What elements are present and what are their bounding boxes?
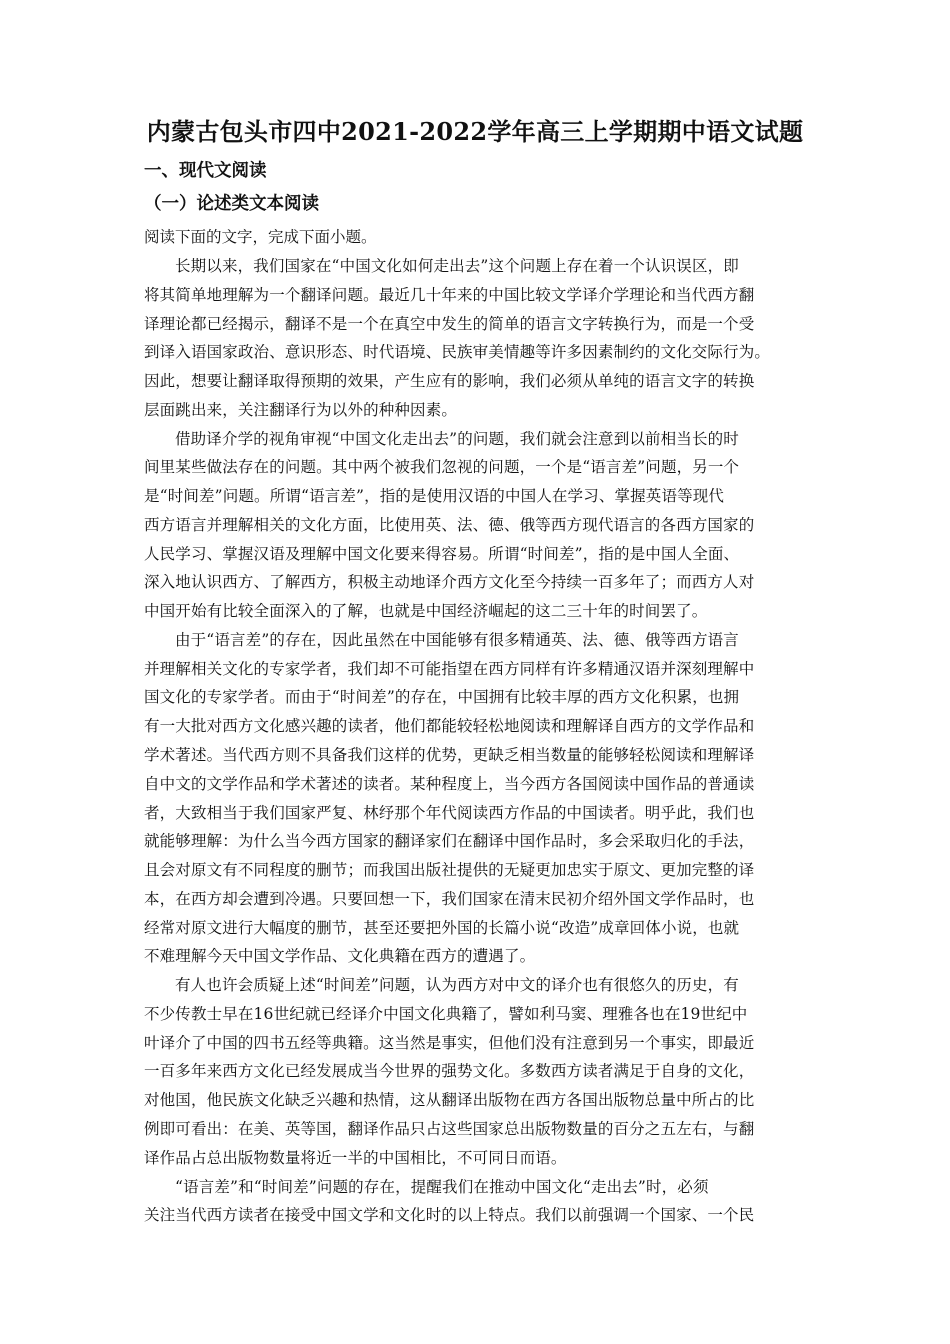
passage-line: 间里某些做法存在的问题。其中两个被我们忽视的问题，一个是“语言差”问题，另一个 [144,458,740,477]
passage-line: 者，大致相当于我们国家严复、林纾那个年代阅读西方作品的中国读者。明乎此，我们也 [144,803,755,822]
passage-line: 到译入语国家政治、意识形态、时代语境、民族审美情趣等许多因素制约的文化交际行为。 [144,343,771,362]
passage-line: 是“时间差”问题。所谓“语言差”，指的是使用汉语的中国人在学习、掌握英语等现代 [144,487,725,506]
passage-line: 译作品占总出版物数量将近一半的中国相比，不可同日而语。 [144,1148,567,1167]
passage-line: 自中文的文学作品和学术著述的读者。某种程度上，当今西方各国阅读中国作品的普通读 [144,774,755,793]
passage-line: 例即可看出：在美、英等国，翻译作品只占这些国家总出版物数量的百分之五左右，与翻 [144,1119,755,1138]
passage-line: 关注当代西方读者在接受中国文学和文化时的以上特点。我们以前强调一个国家、一个民 [144,1206,755,1225]
passage-line: 人民学习、掌握汉语及理解中国文化要来得容易。所谓“时间差”，指的是中国人全面、 [144,544,740,563]
passage-line: 西方语言并理解相关的文化方面，比使用英、法、德、俄等西方现代语言的各西方国家的 [144,515,755,534]
passage-line: 叶译介了中国的四书五经等典籍。这当然是事实，但他们没有注意到另一个事实，即最近 [144,1033,755,1052]
passage-line: 长期以来，我们国家在“中国文化如何走出去”这个问题上存在着一个认识误区，即 [175,257,739,275]
passage-line: 并理解相关文化的专家学者，我们却不可能指望在西方同样有许多精通汉语并深刻理解中 [144,659,755,678]
passage-line: “语言差”和“时间差”问题的存在，提醒我们在推动中国文化“走出去”时，必须 [175,1177,709,1196]
passage-line: 有一大批对西方文化感兴趣的读者，他们都能较轻松地阅读和理解译自西方的文学作品和 [144,717,755,736]
passage-line: 经常对原文进行大幅度的删节，甚至还要把外国的长篇小说“改造”成章回体小说，也就 [144,918,740,937]
passage-line: 有人也许会质疑上述“时间差”问题，认为西方对中文的译介也有很悠久的历史，有 [175,976,739,995]
passage-line: 深入地认识西方、了解西方，积极主动地译介西方文化至今持续一百多年了；而西方人对 [144,573,755,592]
passage-line: 不少传教士早在16世纪就已经译介中国文化典籍了，譬如利马窦、理雅各也在19世纪中 [144,1004,748,1023]
section-heading: 一、现代文阅读 [144,161,267,181]
passage-body [144,252,809,1230]
passage-line: 国文化的专家学者。而由于“时间差”的存在，中国拥有比较丰厚的西方文化积累，也拥 [144,688,740,707]
passage-line: 一百多年来西方文化已经发展成当今世界的强势文化。多数西方读者满足于自身的文化， [144,1062,755,1081]
passage-line: 就能够理解：为什么当今西方国家的翻译家们在翻译中国作品时，多会采取归化的手法， [144,832,755,851]
passage-line: 且会对原文有不同程度的删节；而我国出版社提供的无疑更加忠实于原文、更加完整的译 [144,861,755,880]
page-title: 内蒙古包头市四中2021-2022学年高三上学期期中语文试题 [146,117,804,146]
passage-line: 译理论都已经揭示，翻译不是一个在真空中发生的简单的语言文字转换行为，而是一个受 [144,314,755,333]
passage-line: 不难理解今天中国文学作品、文化典籍在西方的遭遇了。 [144,947,536,966]
passage-line: 对他国，他民族文化缺乏兴趣和热情，这从翻译出版物在西方各国出版物总量中所占的比 [144,1091,755,1110]
passage-line: 中国开始有比较全面深入的了解，也就是中国经济崛起的这二三十年的时间罢了。 [144,602,708,621]
passage-line: 本，在西方却会遭到冷遇。只要回想一下，我们国家在清末民初介绍外国文学作品时，也 [144,889,755,908]
passage-line: 将其简单地理解为一个翻译问题。最近几十年来的中国比较文学译介学理论和当代西方翻 [144,285,755,304]
subsection-heading: （一）论述类文本阅读 [144,194,319,214]
passage-line: 由于“语言差”的存在，因此虽然在中国能够有很多精通英、法、德、俄等西方语言 [175,630,739,649]
reading-instruction: 阅读下面的文字，完成下面小题。 [144,228,377,246]
passage-line: 因此，想要让翻译取得预期的效果，产生应有的影响，我们必须从单纯的语言文字的转换 [144,372,755,391]
passage-line: 层面跳出来，关注翻译行为以外的种种因素。 [144,400,458,419]
passage-line: 学术著述。当代西方则不具备我们这样的优势，更缺乏相当数量的能够轻松阅读和理解译 [144,746,755,765]
passage-line: 借助译介学的视角审视“中国文化走出去”的问题，我们就会注意到以前相当长的时 [175,429,739,448]
